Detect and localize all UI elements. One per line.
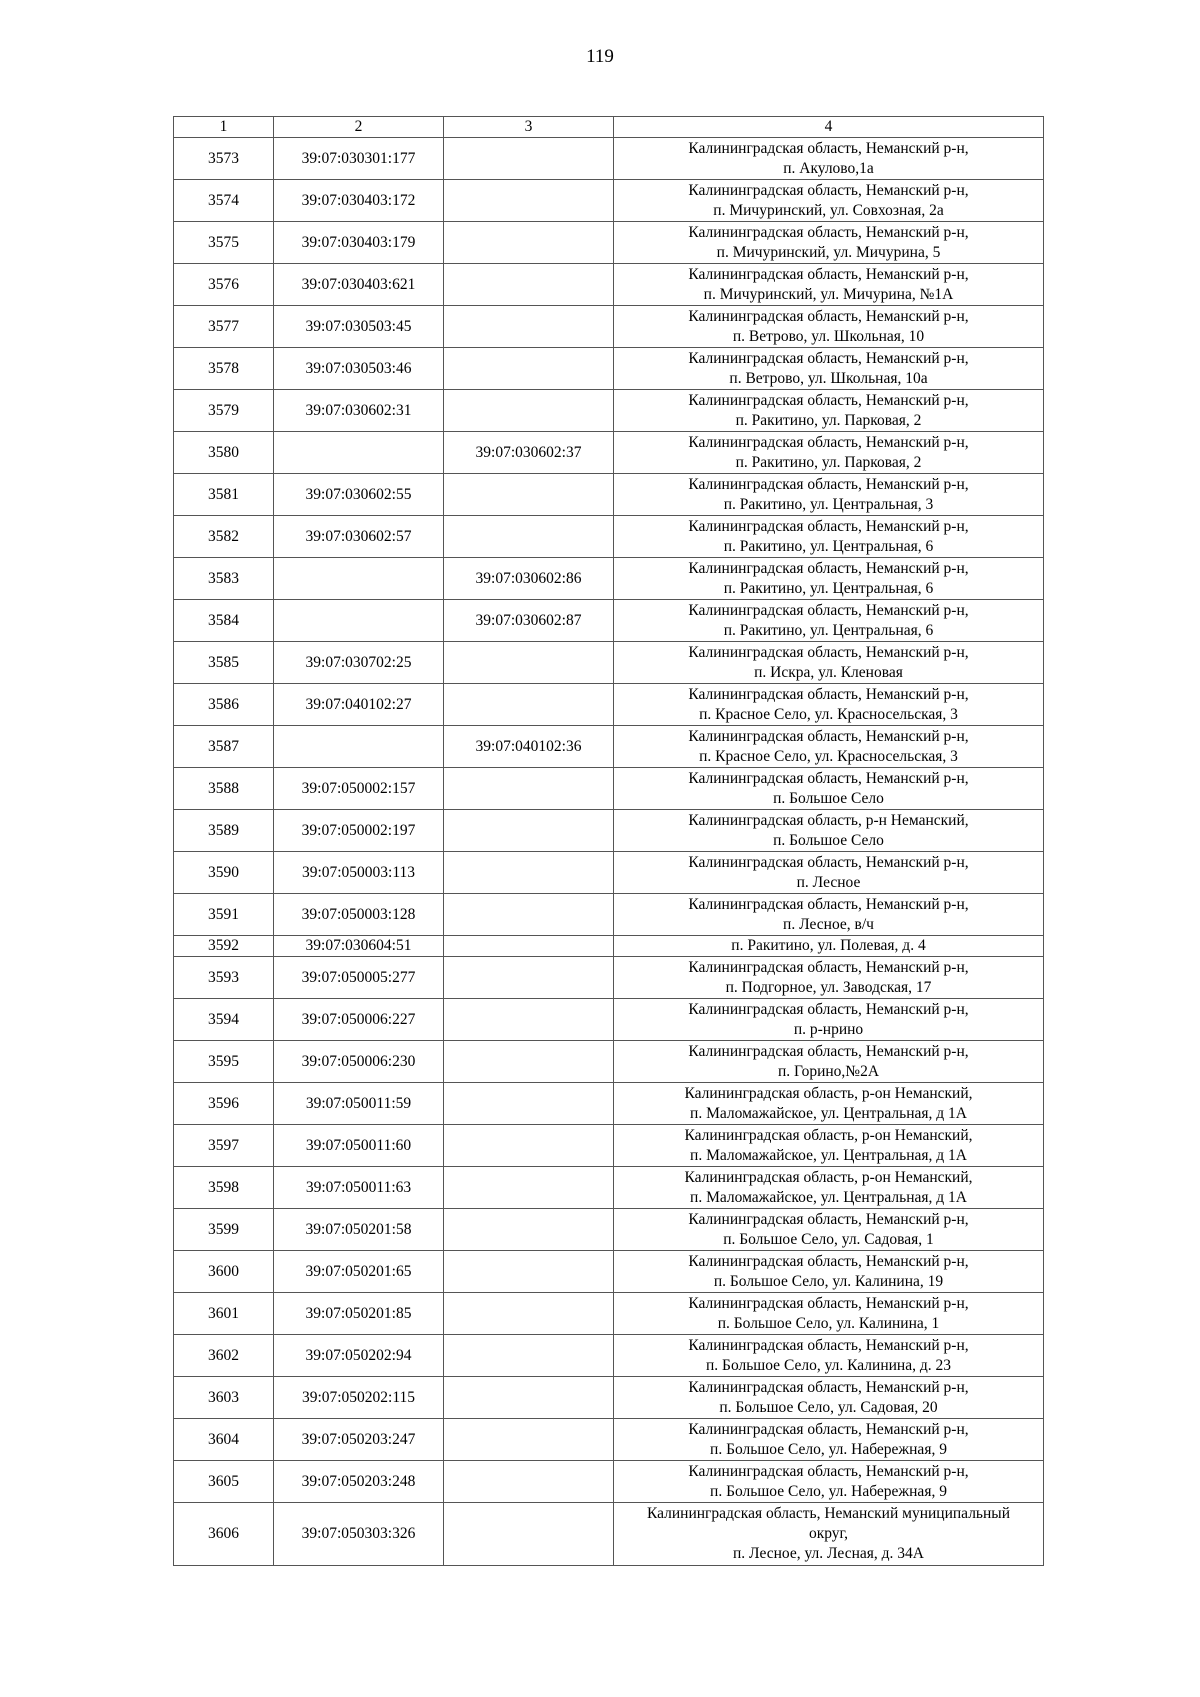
address-cell: [614, 558, 1044, 600]
row-number: 3590: [174, 852, 274, 894]
address-line: Калининградская область, Неманский р-н,: [688, 475, 969, 493]
address-cell: [614, 222, 1044, 264]
address-line: п. Ракитино, ул. Центральная, 3: [723, 495, 934, 513]
address-line: п. Ракитино, ул. Парковая, 2: [735, 453, 922, 471]
row-number: 3597: [174, 1125, 274, 1167]
cadastral-number-alt: 39:07:030602:87: [444, 600, 614, 642]
cadastral-number: 39:07:030503:46: [274, 348, 444, 390]
address-line: Калининградская область, Неманский р-н,: [688, 349, 969, 367]
cadastral-number: 39:07:030702:25: [274, 642, 444, 684]
address-line: Калининградская область, Неманский р-н,: [688, 853, 969, 871]
address-cell: [614, 852, 1044, 894]
row-number: 3580: [174, 432, 274, 474]
cadastral-number-alt: [444, 390, 614, 432]
cadastral-number-alt: [444, 1251, 614, 1293]
address-line: Калининградская область, Неманский р-н,: [688, 307, 969, 325]
table-row: [174, 222, 1044, 264]
address-cell: [614, 348, 1044, 390]
address-line: Калининградская область, Неманский р-н,: [688, 1294, 969, 1312]
address-cell: [614, 768, 1044, 810]
address-line: п. Маломажайское, ул. Центральная, д 1А: [690, 1146, 967, 1164]
table-row: [174, 1041, 1044, 1083]
cadastral-number: 39:07:050003:128: [274, 894, 444, 936]
cadastral-number-alt: [444, 684, 614, 726]
table-row: [174, 516, 1044, 558]
cadastral-number-alt: [444, 222, 614, 264]
row-number: 3593: [174, 957, 274, 999]
cadastral-number-alt: 39:07:030602:37: [444, 432, 614, 474]
row-number: 3601: [174, 1293, 274, 1335]
address-line: Калининградская область, Неманский р-н,: [688, 1336, 969, 1354]
address-line: Калининградская область, Неманский р-н,: [688, 1252, 969, 1270]
address-line: Калининградская область, Неманский р-н,: [688, 1420, 969, 1438]
table-row: [174, 390, 1044, 432]
address-cell: [614, 1125, 1044, 1167]
table-row: [174, 474, 1044, 516]
table-row: [174, 1503, 1044, 1566]
table-row: [174, 894, 1044, 936]
address-cell: [614, 390, 1044, 432]
cadastral-number: [274, 726, 444, 768]
table-row: [174, 180, 1044, 222]
address-line: Калининградская область, Неманский р-н,: [688, 895, 969, 913]
cadastral-number: 39:07:030403:172: [274, 180, 444, 222]
cadastral-number: 39:07:030403:621: [274, 264, 444, 306]
table-row: [174, 852, 1044, 894]
address-cell: [614, 1503, 1044, 1566]
cadastral-number: 39:07:050011:59: [274, 1083, 444, 1125]
table-row: [174, 1377, 1044, 1419]
registry-table: [173, 116, 1044, 1566]
address-line: Калининградская область, Неманский р-н,: [688, 559, 969, 577]
address-line: Калининградская область, Неманский р-н,: [688, 139, 969, 157]
address-cell: [614, 474, 1044, 516]
address-cell: [614, 726, 1044, 768]
cadastral-number: 39:07:050011:60: [274, 1125, 444, 1167]
cadastral-number: 39:07:040102:27: [274, 684, 444, 726]
address-cell: [614, 1419, 1044, 1461]
address-line: Калининградская область, Неманский р-н,: [688, 1210, 969, 1228]
address-cell: [614, 957, 1044, 999]
table-body: [174, 138, 1044, 1566]
row-number: 3606: [174, 1503, 274, 1566]
cadastral-number-alt: [444, 474, 614, 516]
cadastral-number-alt: [444, 810, 614, 852]
table-row: [174, 936, 1044, 957]
address-line: Калининградская область, р-он Неманский,: [684, 1168, 973, 1186]
cadastral-number: 39:07:050201:85: [274, 1293, 444, 1335]
table-row: [174, 726, 1044, 768]
address-cell: [614, 180, 1044, 222]
address-line: п. Большое Село, ул. Калинина, д. 23: [706, 1356, 951, 1374]
address-line: Калининградская область, р-он Неманский,: [684, 1126, 973, 1144]
row-number: 3573: [174, 138, 274, 180]
cadastral-number: 39:07:050005:277: [274, 957, 444, 999]
table-row: [174, 1209, 1044, 1251]
table-row: [174, 138, 1044, 180]
table-row: [174, 1083, 1044, 1125]
header-row: [174, 117, 1044, 138]
row-number: 3594: [174, 999, 274, 1041]
row-number: 3600: [174, 1251, 274, 1293]
cadastral-number: 39:07:050202:94: [274, 1335, 444, 1377]
table-row: [174, 306, 1044, 348]
address-line: п. Ракитино, ул. Центральная, 6: [723, 621, 934, 639]
row-number: 3603: [174, 1377, 274, 1419]
address-line: Калининградская область, Неманский р-н,: [688, 1378, 969, 1396]
row-number: 3599: [174, 1209, 274, 1251]
address-line: п. Красное Село, ул. Красносельская, 3: [699, 705, 958, 723]
address-line: Калининградская область, Неманский р-н,: [688, 727, 969, 745]
table-row: [174, 600, 1044, 642]
cadastral-number-alt: [444, 306, 614, 348]
row-number: 3598: [174, 1167, 274, 1209]
cadastral-number: 39:07:050203:247: [274, 1419, 444, 1461]
address-cell: [614, 264, 1044, 306]
table-row: [174, 1335, 1044, 1377]
address-line: п. Лесное: [796, 873, 861, 891]
address-line: Калининградская область, р-он Неманский,: [684, 1084, 973, 1102]
address-cell: [614, 894, 1044, 936]
address-line: п. Мичуринский, ул. Мичурина, №1А: [703, 285, 954, 303]
address-line: Калининградская область, Неманский р-н,: [688, 1042, 969, 1060]
address-line: Калининградская область, Неманский р-н,: [688, 643, 969, 661]
table-row: [174, 348, 1044, 390]
address-cell: [614, 684, 1044, 726]
address-line: Калининградская область, Неманский р-н,: [688, 181, 969, 199]
table-row: [174, 642, 1044, 684]
address-line: п. Мичуринский, ул. Совхозная, 2а: [713, 201, 944, 219]
row-number: 3596: [174, 1083, 274, 1125]
table-row: [174, 1167, 1044, 1209]
cadastral-number: 39:07:050002:157: [274, 768, 444, 810]
cadastral-number: 39:07:030403:179: [274, 222, 444, 264]
address-cell: [614, 999, 1044, 1041]
address-line: Калининградская область, Неманский р-н,: [688, 391, 969, 409]
address-line: п. Искра, ул. Кленовая: [754, 663, 903, 681]
cadastral-number: [274, 432, 444, 474]
row-number: 3595: [174, 1041, 274, 1083]
address-line: п. Большое Село: [773, 789, 884, 807]
column-header-2: 2: [274, 117, 444, 138]
address-line: Калининградская область, Неманский р-н,: [688, 433, 969, 451]
address-cell: [614, 1209, 1044, 1251]
cadastral-number: 39:07:050202:115: [274, 1377, 444, 1419]
address-line: п. Ракитино, ул. Центральная, 6: [723, 537, 934, 555]
table-row: [174, 1125, 1044, 1167]
address-line: п. Красное Село, ул. Красносельская, 3: [699, 747, 958, 765]
cadastral-number-alt: [444, 1335, 614, 1377]
address-line: Калининградская область, Неманский р-н,: [688, 265, 969, 283]
address-line: п. Ракитино, ул. Полевая, д. 4: [731, 937, 926, 954]
cadastral-number-alt: [444, 1083, 614, 1125]
row-number: 3576: [174, 264, 274, 306]
row-number: 3591: [174, 894, 274, 936]
address-line: п. р-нрино: [793, 1020, 864, 1038]
cadastral-number-alt: 39:07:040102:36: [444, 726, 614, 768]
table-row: [174, 957, 1044, 999]
cadastral-number-alt: [444, 516, 614, 558]
address-cell: [614, 600, 1044, 642]
cadastral-number-alt: [444, 1041, 614, 1083]
table-row: [174, 1461, 1044, 1503]
cadastral-number: 39:07:030602:31: [274, 390, 444, 432]
address-cell: [614, 138, 1044, 180]
address-line: п. Большое Село, ул. Набережная, 9: [710, 1440, 947, 1458]
cadastral-number: 39:07:050011:63: [274, 1167, 444, 1209]
column-header-4: 4: [614, 117, 1044, 138]
address-line: п. Большое Село, ул. Садовая, 1: [723, 1230, 934, 1248]
address-line: Калининградская область, Неманский р-н,: [688, 1462, 969, 1480]
address-line: п. Большое Село, ул. Калинина, 1: [717, 1314, 940, 1332]
cadastral-number-alt: [444, 1125, 614, 1167]
address-cell: [614, 1377, 1044, 1419]
row-number: 3587: [174, 726, 274, 768]
row-number: 3589: [174, 810, 274, 852]
row-number: 3574: [174, 180, 274, 222]
address-line: Калининградская область, Неманский р-н,: [688, 958, 969, 976]
cadastral-number-alt: [444, 957, 614, 999]
cadastral-number-alt: [444, 768, 614, 810]
address-line: п. Подгорное, ул. Заводская, 17: [725, 978, 932, 996]
address-line: п. Ветрово, ул. Школьная, 10: [732, 327, 925, 345]
cadastral-number: 39:07:050203:248: [274, 1461, 444, 1503]
cadastral-number: 39:07:030503:45: [274, 306, 444, 348]
row-number: 3592: [174, 936, 274, 957]
cadastral-number: 39:07:050303:326: [274, 1503, 444, 1566]
address-line: п. Ракитино, ул. Парковая, 2: [735, 411, 922, 429]
address-cell: [614, 432, 1044, 474]
address-cell: [614, 936, 1044, 957]
table-row: [174, 558, 1044, 600]
row-number: 3605: [174, 1461, 274, 1503]
column-header-1: 1: [174, 117, 274, 138]
row-number: 3575: [174, 222, 274, 264]
cadastral-number: 39:07:050003:113: [274, 852, 444, 894]
row-number: 3584: [174, 600, 274, 642]
cadastral-number-alt: [444, 1419, 614, 1461]
address-line: Калининградская область, Неманский р-н,: [688, 1000, 969, 1018]
address-cell: [614, 1335, 1044, 1377]
cadastral-number-alt: [444, 1209, 614, 1251]
table-row: [174, 1419, 1044, 1461]
row-number: 3579: [174, 390, 274, 432]
address-cell: [614, 1041, 1044, 1083]
cadastral-number: 39:07:030602:55: [274, 474, 444, 516]
address-line: п. Мичуринский, ул. Мичурина, 5: [716, 243, 941, 261]
table-row: [174, 1293, 1044, 1335]
cadastral-number: [274, 600, 444, 642]
address-line: Калининградская область, Неманский р-н,: [688, 517, 969, 535]
cadastral-number-alt: 39:07:030602:86: [444, 558, 614, 600]
address-line: п. Маломажайское, ул. Центральная, д 1А: [690, 1104, 967, 1122]
address-cell: [614, 1461, 1044, 1503]
address-line: п. Акулово,1а: [783, 159, 874, 177]
row-number: 3581: [174, 474, 274, 516]
column-header-3: 3: [444, 117, 614, 138]
address-cell: [614, 810, 1044, 852]
cadastral-number: 39:07:050201:58: [274, 1209, 444, 1251]
address-cell: [614, 516, 1044, 558]
address-line: п. Большое Село: [773, 831, 884, 849]
cadastral-number: 39:07:050006:230: [274, 1041, 444, 1083]
cadastral-number: 39:07:050201:65: [274, 1251, 444, 1293]
table-row: [174, 684, 1044, 726]
cadastral-number: 39:07:030301:177: [274, 138, 444, 180]
cadastral-number: 39:07:050006:227: [274, 999, 444, 1041]
cadastral-number-alt: [444, 1461, 614, 1503]
cadastral-number-alt: [444, 894, 614, 936]
address-line: п. Лесное, в/ч: [783, 915, 874, 933]
cadastral-number-alt: [444, 642, 614, 684]
address-line: п. Большое Село, ул. Калинина, 19: [713, 1272, 944, 1290]
cadastral-number-alt: [444, 264, 614, 306]
address-cell: [614, 1251, 1044, 1293]
address-cell: [614, 1293, 1044, 1335]
row-number: 3604: [174, 1419, 274, 1461]
row-number: 3582: [174, 516, 274, 558]
address-line: Калининградская область, р-н Неманский,: [688, 811, 969, 829]
cadastral-number: 39:07:030604:51: [274, 936, 444, 957]
cadastral-number-alt: [444, 1167, 614, 1209]
address-line: п. Лесное, ул. Лесная, д. 34А: [733, 1545, 924, 1562]
cadastral-number: [274, 558, 444, 600]
row-number: 3585: [174, 642, 274, 684]
cadastral-number-alt: [444, 348, 614, 390]
table-row: [174, 999, 1044, 1041]
address-cell: [614, 1167, 1044, 1209]
cadastral-number-alt: [444, 138, 614, 180]
address-line: п. Горино,№2А: [777, 1062, 880, 1080]
address-cell: [614, 1083, 1044, 1125]
cadastral-number-alt: [444, 852, 614, 894]
cadastral-number-alt: [444, 999, 614, 1041]
cadastral-number: 39:07:030602:57: [274, 516, 444, 558]
address-line: Калининградская область, Неманский р-н,: [688, 685, 969, 703]
address-line: Калининградская область, Неманский р-н,: [688, 769, 969, 787]
address-cell: [614, 642, 1044, 684]
cadastral-number-alt: [444, 1293, 614, 1335]
row-number: 3602: [174, 1335, 274, 1377]
address-cell: [614, 306, 1044, 348]
page-number: 119: [586, 46, 614, 67]
address-line: Калининградская область, Неманский муниципальный: [646, 1505, 1011, 1522]
address-line: п. Большое Село, ул. Садовая, 20: [719, 1398, 938, 1416]
address-line: Калининградская область, Неманский р-н,: [688, 601, 969, 619]
address-line: округ,: [808, 1525, 849, 1542]
cadastral-number: 39:07:050002:197: [274, 810, 444, 852]
address-line: п. Ракитино, ул. Центральная, 6: [723, 579, 934, 597]
cadastral-number-alt: [444, 1377, 614, 1419]
address-line: Калининградская область, Неманский р-н,: [688, 223, 969, 241]
table-row: [174, 810, 1044, 852]
table-row: [174, 768, 1044, 810]
table-row: [174, 1251, 1044, 1293]
cadastral-number-alt: [444, 180, 614, 222]
table-row: [174, 432, 1044, 474]
row-number: 3588: [174, 768, 274, 810]
cadastral-number-alt: [444, 936, 614, 957]
row-number: 3577: [174, 306, 274, 348]
address-line: п. Маломажайское, ул. Центральная, д 1А: [690, 1188, 967, 1206]
address-line: п. Большое Село, ул. Набережная, 9: [710, 1482, 947, 1500]
address-line: п. Ветрово, ул. Школьная, 10а: [729, 369, 928, 387]
row-number: 3583: [174, 558, 274, 600]
row-number: 3578: [174, 348, 274, 390]
row-number: 3586: [174, 684, 274, 726]
table-row: [174, 264, 1044, 306]
cadastral-number-alt: [444, 1503, 614, 1566]
